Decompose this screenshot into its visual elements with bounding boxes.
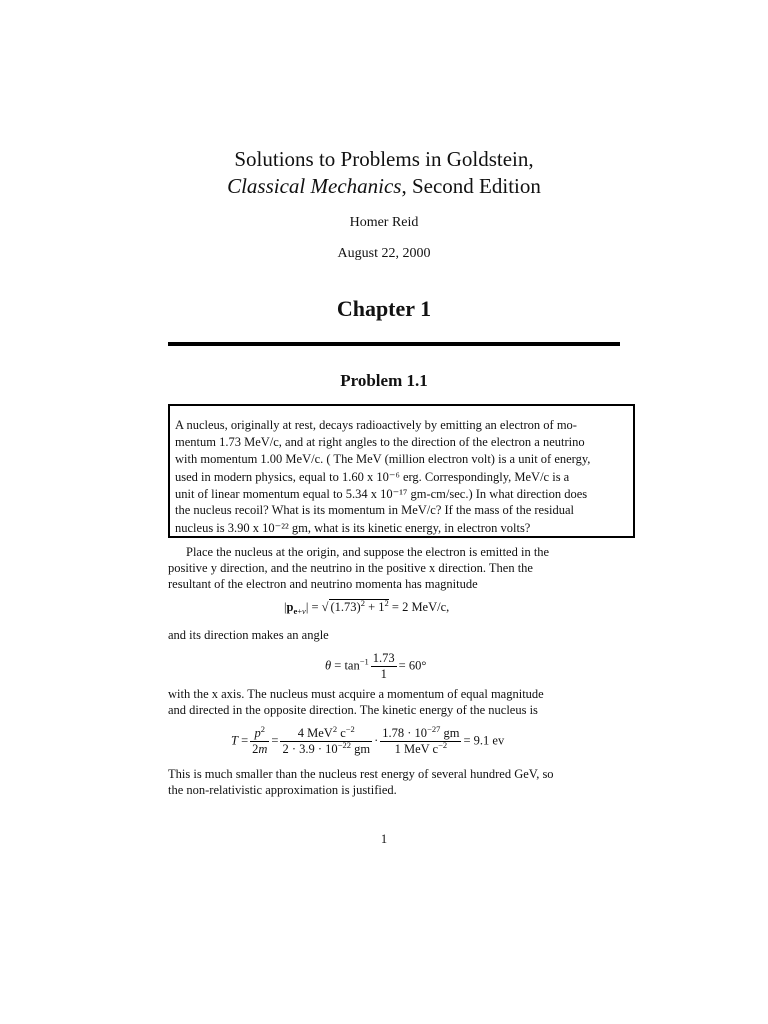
problem-heading: Problem 1.1: [340, 371, 428, 390]
document-title-line2: [0, 172, 768, 201]
problem-line: used in modern physics, equal to 1.60 x 10⁻⁶ erg. Correspondingly, MeV/c is a: [175, 470, 570, 484]
heading-rule: [168, 342, 620, 346]
equation-angle: $\theta = \tan^{-1}$ $\frac{1.73}{1}$ = 60°: [325, 651, 427, 681]
document-title-line1: Solutions to Problems in Goldstein,: [234, 147, 534, 171]
equation-momentum: $|p_{e+\nu}|$ = √ $(1.73)^2 + 1^2 = 2$ MeV/c,: [284, 598, 450, 616]
solution-line: positive y direction, and the neutrino in the positive x direction. Then the: [168, 561, 533, 575]
equation-kinetic-energy: T = $\frac{p^2}{2m}$ = $\frac{4 MeV^2 c^{-2}}{2 \cdot 3.9 \cdot 10^{-22} gm}$ · $\frac{1.78 \cdot 10^{-27} gm}{1 MeV c^{-2}}$ = 9.1 ev: [231, 724, 505, 756]
chapter-heading: Chapter 1: [336, 296, 432, 321]
problem-line: unit of linear momentum equal to 5.34 x 10⁻¹⁷ gm-cm/sec.) In what direction does: [175, 487, 588, 501]
problem-line: nucleus is 3.90 x 10⁻²² gm, what is its kinetic energy, in electron volts?: [175, 521, 531, 535]
author: Homer Reid: [349, 215, 419, 230]
solution-line: and its direction makes an angle: [168, 628, 329, 642]
book-title: Classical Mechanics: [227, 174, 402, 198]
solution-line: resultant of the electron and neutrino momenta has magnitude: [168, 577, 478, 591]
date: August 22, 2000: [337, 246, 431, 261]
problem-line: mentum 1.73 MeV/c, and at right angles to the direction of the electron a neutrino: [175, 435, 585, 449]
page-number: 1: [380, 832, 388, 846]
solution-line: and directed in the opposite direction. The kinetic energy of the nucleus is: [168, 703, 538, 717]
solution-line: Place the nucleus at the origin, and suppose the electron is emitted in the: [186, 545, 550, 559]
solution-line: the non-relativistic approximation is justified.: [168, 783, 397, 797]
problem-line: the nucleus recoil? What is its momentum in MeV/c? If the mass of the residual: [175, 503, 574, 517]
solution-line: with the x axis. The nucleus must acquire a momentum of equal magnitude: [168, 687, 544, 701]
problem-line: A nucleus, originally at rest, decays radioactively by emitting an electron of mo-: [175, 418, 577, 432]
edition-text: , Second Edition: [401, 174, 541, 198]
problem-line: with momentum 1.00 MeV/c. ( The MeV (million electron volt) is a unit of energy,: [175, 452, 591, 466]
solution-line: This is much smaller than the nucleus rest energy of several hundred GeV, so: [168, 767, 554, 781]
